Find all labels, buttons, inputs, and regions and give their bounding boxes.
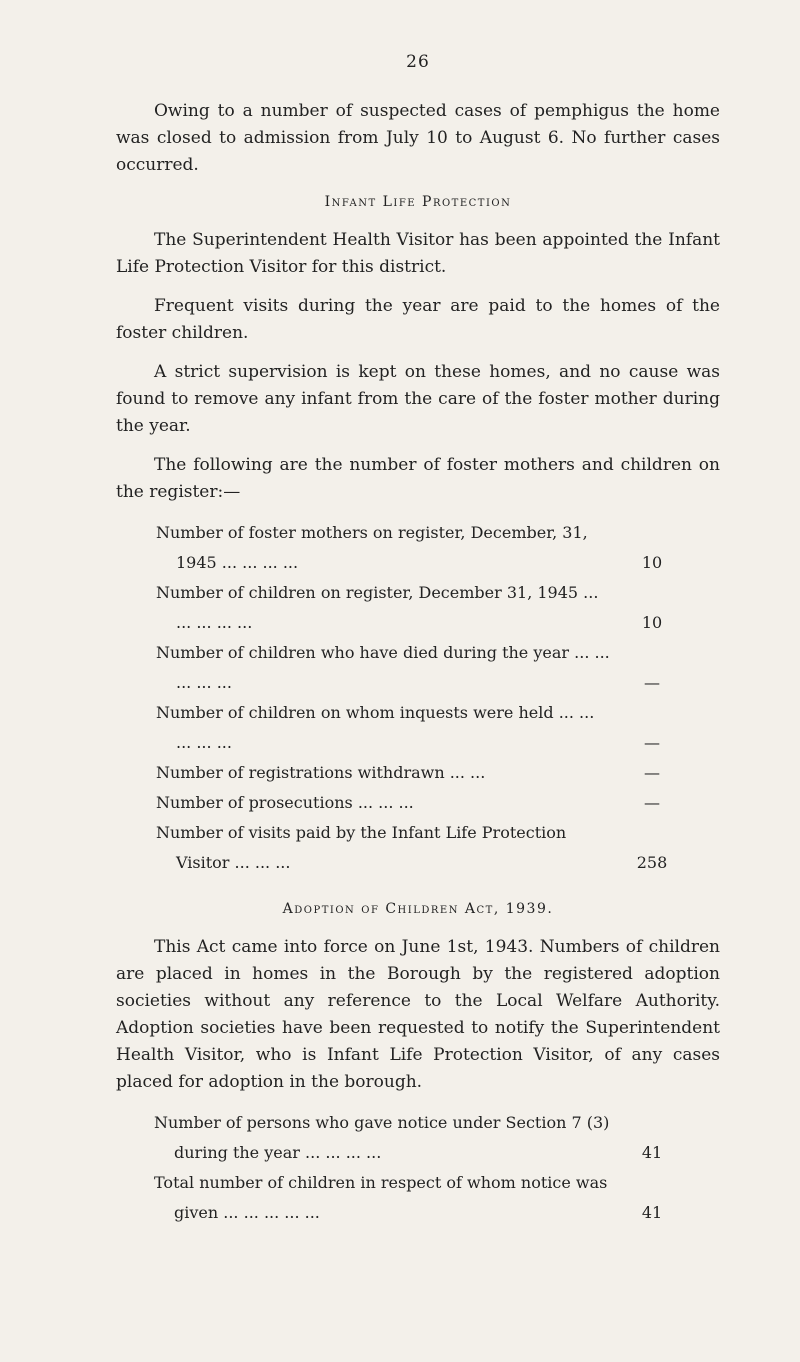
heading-infant-life-protection: Infant Life Protection	[324, 194, 512, 210]
entry-label: Number of foster mothers on register, December, 31, 1945 ... ... ... ...	[156, 523, 588, 572]
entry-value: 258	[636, 853, 668, 872]
adoption-entries	[116, 1108, 720, 1228]
entry-label: Total number of children in respect of whom notice was given ... ... ... ... ...	[154, 1173, 608, 1222]
entry-label: Number of children on whom inquests were held ... ... ... ... ...	[156, 703, 595, 752]
paragraph-act: This Act came into force on June 1st, 1943. Numbers of children are placed in homes in the Borough by the registered adoption societies without any reference to the Local Welfare Authority. Adoption societies have been requested to notify the Superintendent Health Visitor, who is Infant Life Protection Visitor, of any cases placed for adoption in the borough.	[116, 937, 720, 1092]
entry-value: 10	[641, 553, 663, 572]
register-entry	[116, 818, 720, 878]
entry-value: —	[644, 793, 660, 812]
entry-label: Number of registrations withdrawn ... ...	[156, 763, 486, 782]
register-entry	[116, 518, 720, 578]
entry-label: Number of prosecutions ... ... ...	[156, 793, 414, 812]
register-entry	[116, 788, 720, 818]
entry-value: —	[644, 763, 660, 782]
entry-value: —	[644, 733, 660, 752]
entry-value: 41	[641, 1143, 663, 1162]
paragraph-following: The following are the number of foster mothers and children on the register:—	[116, 455, 720, 502]
register-entry	[116, 578, 720, 638]
register-entry	[116, 758, 720, 788]
adoption-entry	[116, 1168, 720, 1228]
register-entries	[116, 518, 720, 878]
register-entry	[116, 698, 720, 758]
entry-value: —	[644, 673, 660, 692]
entry-label: Number of persons who gave notice under Section 7 (3) during the year ... ... ... ...	[154, 1113, 610, 1162]
entry-value: 10	[641, 613, 663, 632]
entry-label: Number of children on register, December 31, 1945 ... ... ... ... ...	[156, 583, 599, 632]
adoption-entry	[116, 1108, 720, 1168]
entry-label: Number of children who have died during the year ... ... ... ... ...	[156, 643, 610, 692]
register-entry	[116, 638, 720, 698]
paragraph-visits: Frequent visits during the year are paid to the homes of the foster children.	[116, 296, 720, 343]
heading-adoption-act: Adoption of Children Act, 1939.	[282, 901, 554, 917]
page-number: 26	[406, 52, 430, 72]
entry-label: Number of visits paid by the Infant Life Protection Visitor ... ... ...	[156, 823, 567, 872]
paragraph-supervision: A strict supervision is kept on these homes, and no cause was found to remove any infant from the care of the foster mother during the year.	[116, 362, 720, 436]
paragraph-pemphigus: Owing to a number of suspected cases of pemphigus the home was closed to admission from July 10 to August 6. No further cases occurred.	[116, 101, 720, 175]
paragraph-appointed: The Superintendent Health Visitor has been appointed the Infant Life Protection Visitor for this district.	[116, 230, 720, 277]
entry-value: 41	[641, 1203, 663, 1222]
